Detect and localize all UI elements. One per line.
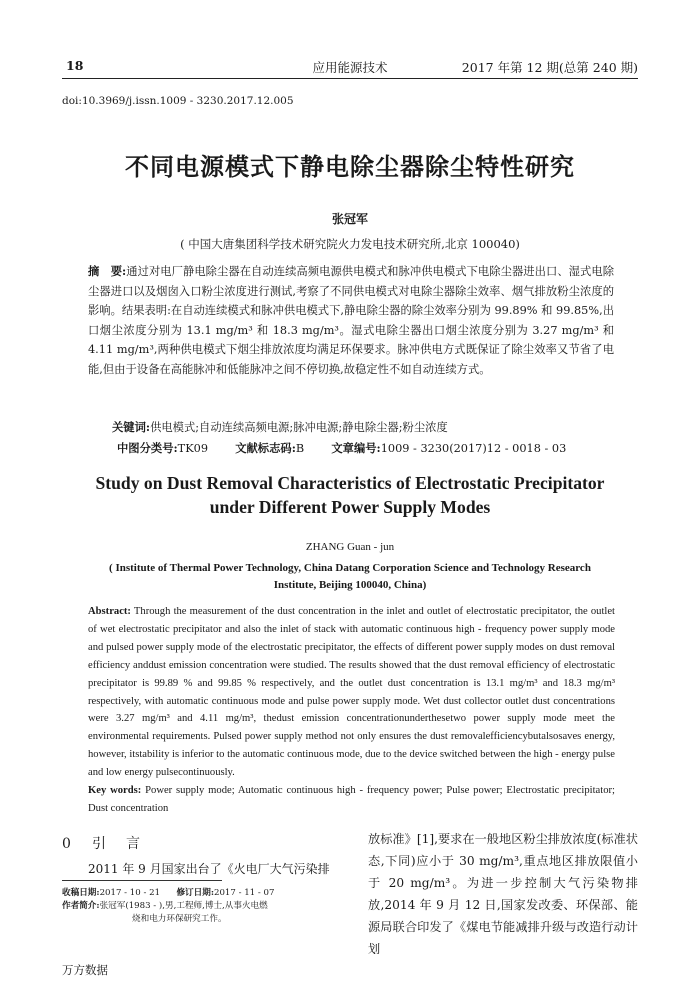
author-bio-label: 作者简介: [62, 901, 100, 911]
abstract-english [88, 603, 615, 782]
running-header [62, 56, 638, 79]
abstract-chinese-label: 摘 要: [88, 264, 127, 278]
author-bio-line1: 张冠军(1983 - ),男,工程师,博士,从事火电燃 [99, 901, 268, 911]
abstract-english-label: Abstract: [88, 606, 131, 617]
clc-value: TK09 [177, 442, 209, 455]
keywords-chinese [112, 419, 448, 435]
footnote [62, 887, 352, 926]
page-number: 18 [66, 58, 84, 73]
keywords-english-text: Power supply mode; Automatic continuous high - frequency power; Pulse power; Electrostatic precipitator; Dust concentration [88, 785, 615, 814]
classification-line [117, 440, 566, 456]
title-english-line1: Study on Dust Removal Characteristics of Electrostatic Precipitator [95, 473, 605, 493]
author-english: ZHANG Guan - jun [305, 541, 395, 553]
journal-name: 应用能源技术 [312, 60, 388, 75]
right-column-body: 放标准》[1],要求在一般地区粉尘排放浓度(标准状态,下同)应小于 30 mg/m³,重点地区排放限值小于 20 mg/m³。为进一步控制大气污染物排放,2014 年 9 月 12 日,国家发改委、环保部、能源局联合印发了《煤电节能减排升级与改造行动计划 [368, 832, 638, 956]
abstract-english-text: Through the measurement of the dust concentration in the inlet and outlet of electrostatic precipitator, the outlet of wet electrostatic precipitator and also the inlet of stack with automatic continuous high - frequency power supply mode and pulsed power supply mode of the electrostatic precipitator, the effects of different power supply modes on dust removal efficiency anddust emission concentration were studied. The results showed that the dust removal efficiency of electrostatic precipitator is 99.89 % and 99.85 % respectively, and the outlet dust concentration is 13.1 mg/m³ and 18.3 mg/m³ respectively, with automatic continuous mode and pulse power supply mode. Wet dust collector outlet dust concentrations were 3.27 mg/m³ and 4.11 mg/m³, thedust emission concentrationunderthesetwo power supply mode meet the environmental requirements. Pulsed power supply method not only ensures the dust removalefficiencybutalsosaves energy, however, itstability is inferior to the automatic continuous mode, due to the device switched between the high - energy pulse and low energy pulsecontinuously. [88, 606, 615, 779]
title-english-line2: under Different Power Supply Modes [209, 497, 491, 517]
author-chinese: 张冠军 [331, 212, 368, 226]
footer-source: 万方数据 [62, 963, 108, 977]
title-chinese: 不同电源模式下静电除尘器除尘特性研究 [125, 152, 575, 181]
article-no-label: 文章编号: [331, 441, 381, 455]
clc-label: 中图分类号: [117, 441, 178, 455]
footnote-divider [62, 880, 222, 881]
revised-date: 2017 - 11 - 07 [214, 888, 275, 898]
article-no-value: 1009 - 3230(2017)12 - 0018 - 03 [380, 442, 567, 455]
section-heading-introduction [62, 833, 140, 853]
author-bio-line2: 烧和电力环保研究工作。 [132, 914, 227, 924]
doi: doi:10.3969/j.issn.1009 - 3230.2017.12.005 [62, 95, 294, 107]
received-label: 收稿日期: [62, 888, 100, 898]
keywords-chinese-label: 关键词: [112, 420, 151, 434]
received-date: 2017 - 10 - 21 [99, 888, 161, 898]
title-english [62, 471, 638, 519]
doc-code-value: B [295, 442, 305, 455]
section-title-char1: 引 [92, 836, 106, 852]
affiliation-english: ( Institute of Thermal Power Technology, China Datang Corporation Science and Technology Research Institute, Beijing 100040, China) [109, 562, 591, 591]
doc-code-label: 文献标志码: [235, 441, 296, 455]
abstract-chinese [88, 262, 614, 380]
section-title-char2: 言 [126, 836, 140, 852]
keywords-english-label: Key words: [88, 785, 142, 796]
left-column-body: 2011 年 9 月国家出台了《火电厂大气污染排 [88, 862, 330, 876]
abstract-chinese-text: 通过对电厂静电除尘器在自动连续高频电源供电模式和脉冲供电模式下电除尘器进出口、湿式电除尘器进口以及烟囱入口粉尘浓度进行测试,考察了不同供电模式对电除尘器除尘效率、烟气排放粉尘浓度的影响。结果表明:在自动连续模式和脉冲供电模式下,静电除尘器的除尘效率分别为 99.89% 和 99.85%,出口烟尘浓度分别为 13.1 mg/m³ 和 18.3 mg/m³。湿式电除尘器出口烟尘浓度分别为 3.27 mg/m³ 和 4.11 mg/m³,两种供电模式下烟尘排放浓度均满足环保要求。脉冲供电方式既保证了除尘效率又节省了电能,但由于设备在高能脉冲和低能脉冲之间不停切换,故稳定性不如自动连续方式。 [88, 265, 614, 376]
issue-info: 2017 年第 12 期(总第 240 期) [461, 60, 638, 75]
affiliation-chinese: ( 中国大唐集团科学技术研究院火力发电技术研究所,北京 100040) [180, 237, 520, 251]
keywords-chinese-text: 供电模式;自动连续高频电源;脉冲电源;静电除尘器;粉尘浓度 [150, 421, 448, 434]
section-number: 0 [62, 836, 71, 852]
revised-label: 修订日期: [176, 888, 214, 898]
keywords-english [88, 782, 615, 818]
